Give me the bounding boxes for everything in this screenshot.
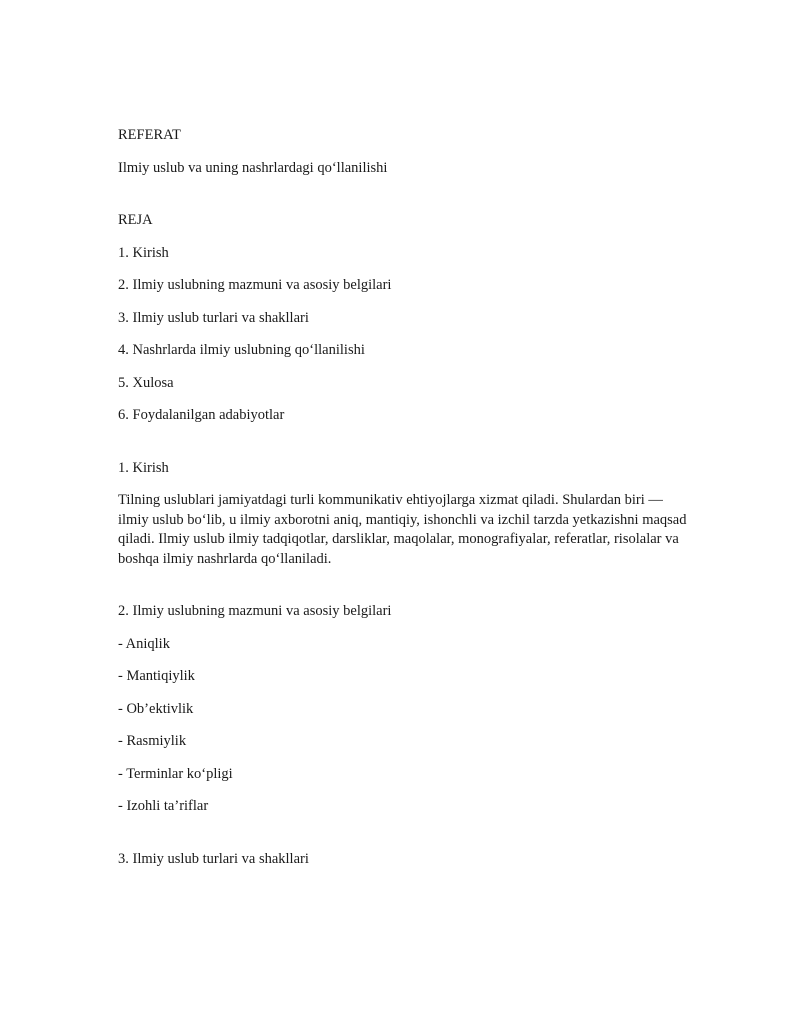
plan-item: 4. Nashrlarda ilmiy uslubning qoʻllanilishi <box>118 342 365 358</box>
section-heading-kirish: 1. Kirish <box>118 459 169 476</box>
plan-heading: REJA <box>118 212 153 228</box>
plan-item: 5. Xulosa <box>118 374 174 391</box>
section-heading-belgilari: 2. Ilmiy uslubning mazmuni va asosiy belgilari <box>118 603 392 619</box>
report-subtitle: Ilmiy uslub va uning nashrlardagi qoʻllanilishi <box>118 159 388 176</box>
report-title: REFERAT <box>118 127 181 143</box>
plan-item: 2. Ilmiy uslubning mazmuni va asosiy belgilari <box>118 277 392 293</box>
section-heading-turlari: 3. Ilmiy uslub turlari va shakllari <box>118 850 309 867</box>
feature-item: - Mantiqiylik <box>118 668 195 684</box>
body-paragraph: Tilning uslublari jamiyatdagi turli kommunikativ ehtiyojlarga xizmat qiladi. Shulardan biri — ilmiy uslub boʻlib, u ilmiy axborotni aniq, mantiqiy, ishonchli va izchil tarzda yetkazishni maqsad qiladi. Ilmiy uslub ilmiy tadqiqotlar, darsliklar, maqolalar, monografiyalar, referatlar, risolalar va boshqa ilmiy nashrlarda qoʻllaniladi. <box>118 492 687 567</box>
plan-item: 3. Ilmiy uslub turlari va shakllari <box>118 309 309 326</box>
feature-item: - Ob’ektivlik <box>118 700 194 717</box>
feature-item: - Terminlar koʻpligi <box>118 765 233 782</box>
feature-item: - Aniqlik <box>118 635 170 652</box>
feature-item: - Izohli ta’riflar <box>118 798 209 814</box>
plan-item: 6. Foydalanilgan adabiyotlar <box>118 407 285 423</box>
feature-item: - Rasmiylik <box>118 733 187 749</box>
plan-item: 1. Kirish <box>118 244 169 261</box>
